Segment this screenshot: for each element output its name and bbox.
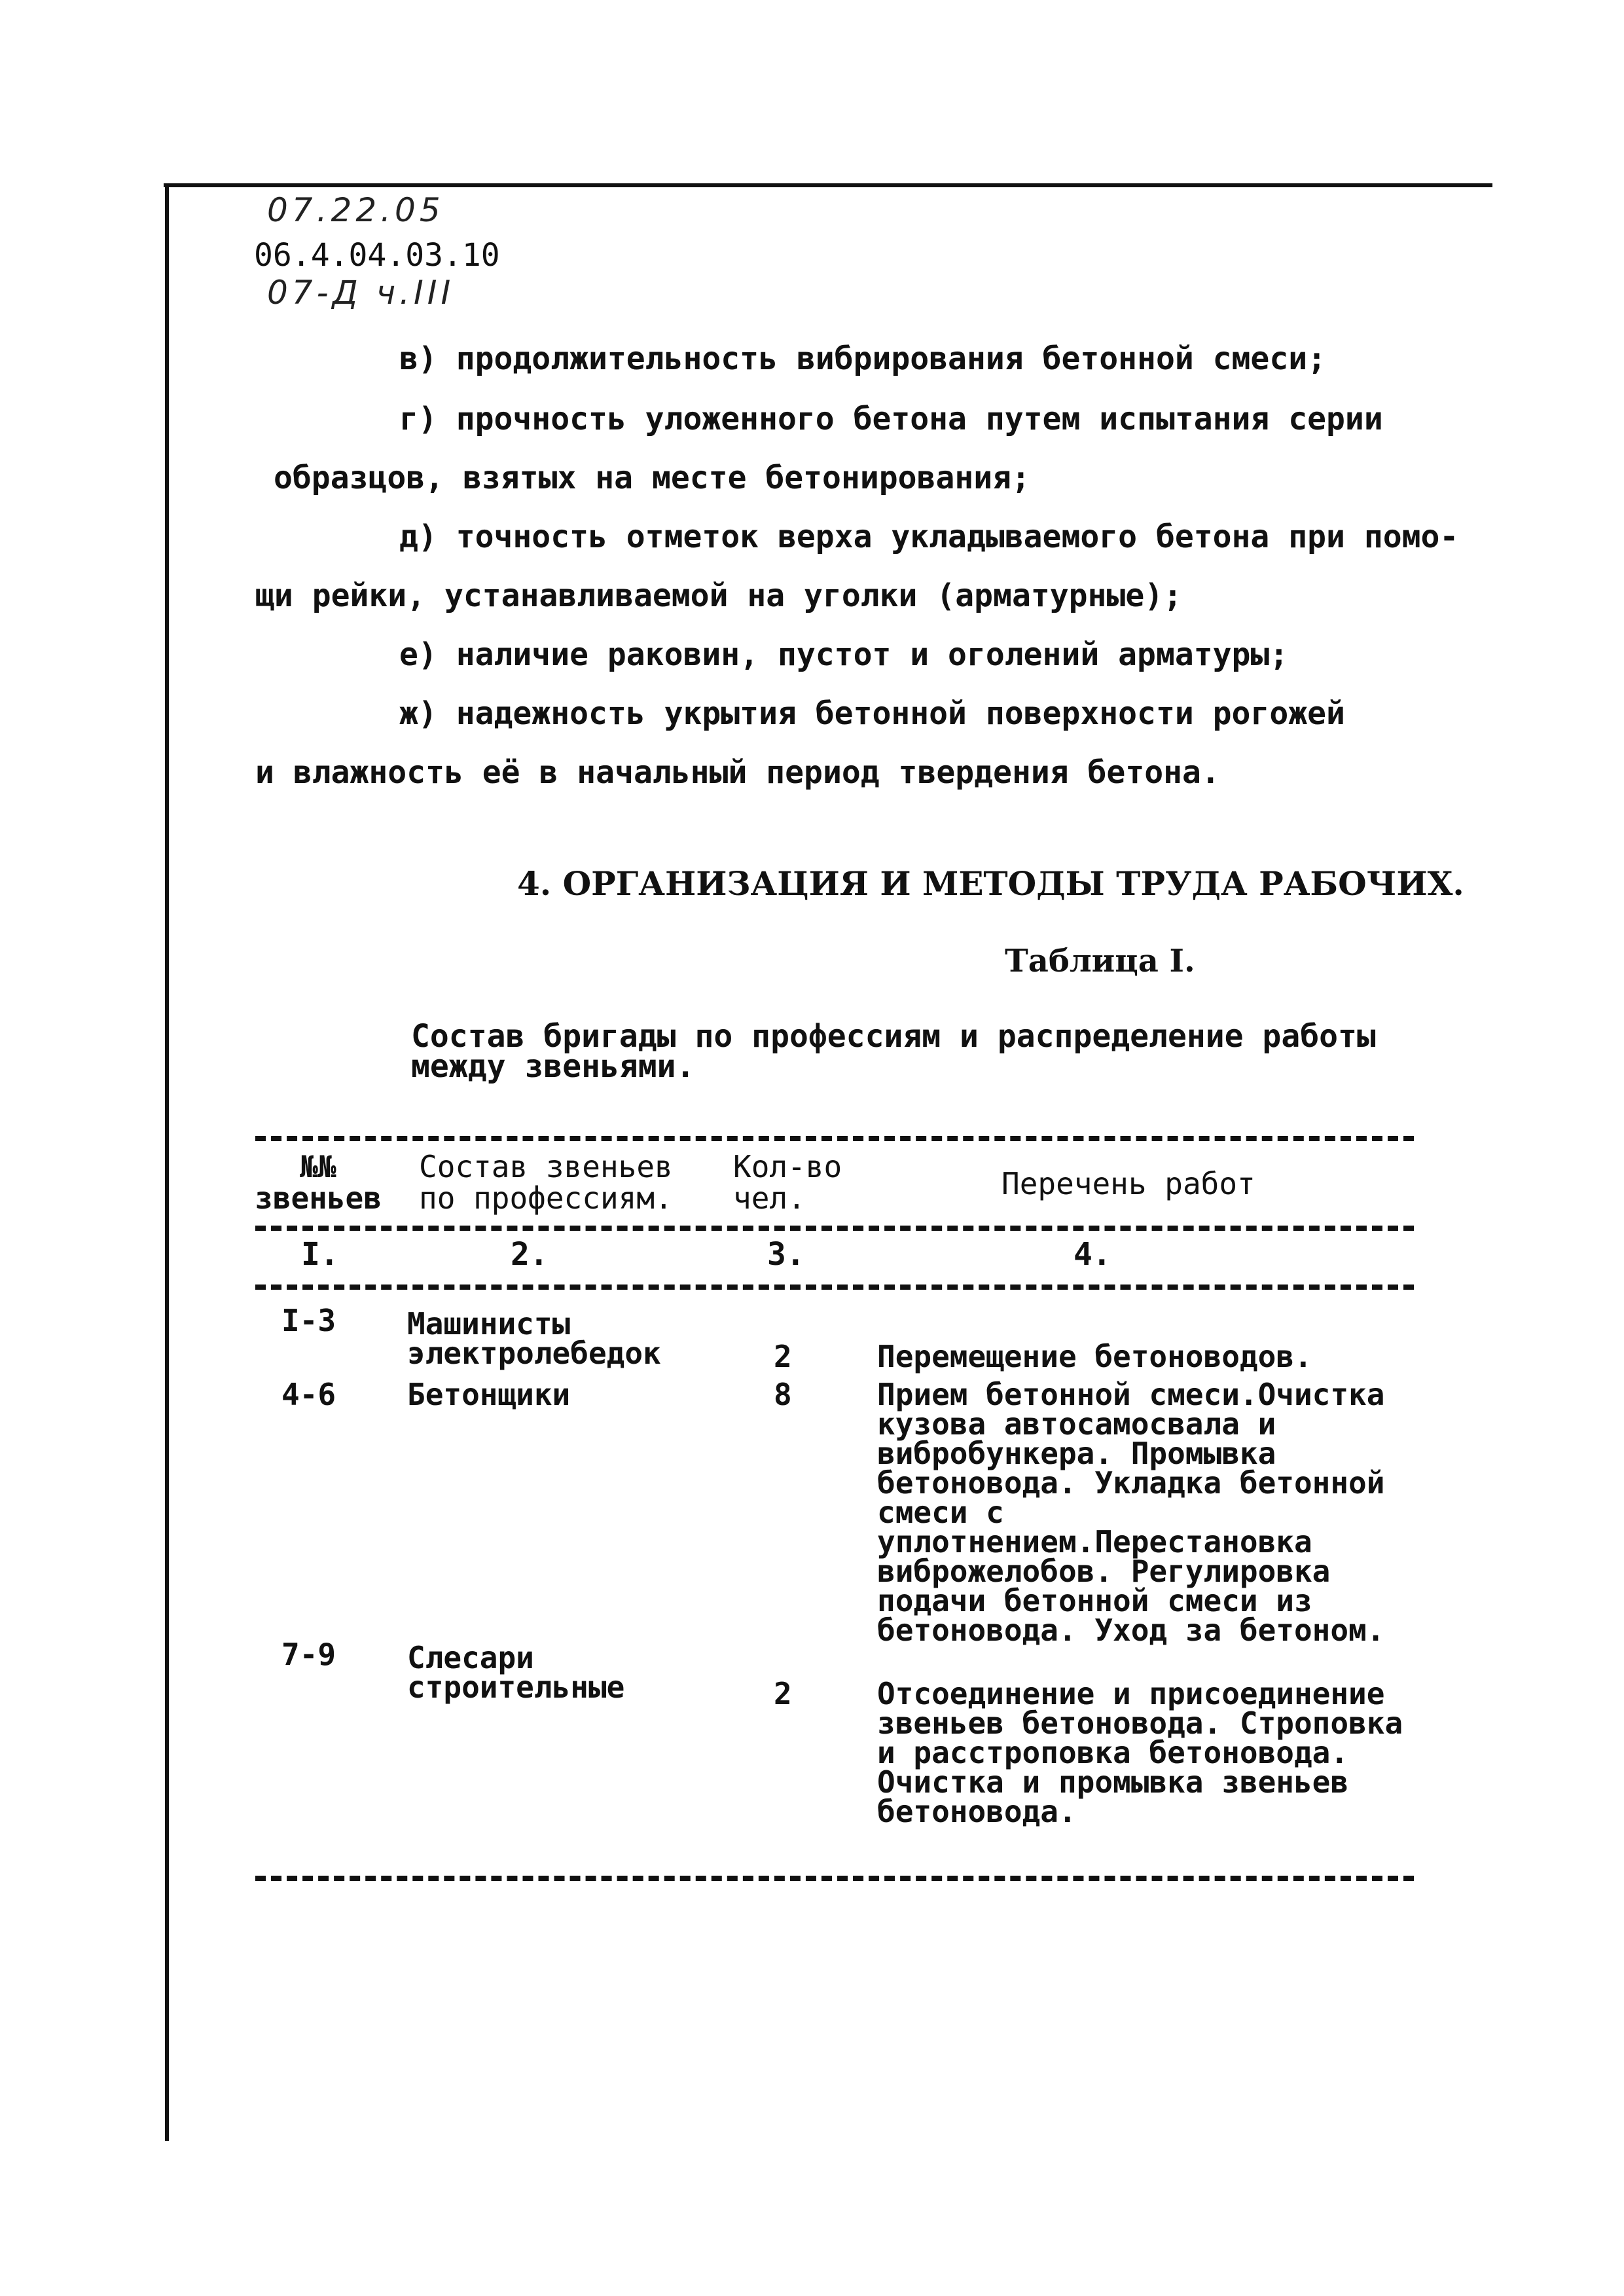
colnum-3: 3.: [767, 1236, 805, 1273]
frame-top-border: [164, 183, 1492, 187]
row-2-composition: Бетонщики: [407, 1377, 571, 1412]
body-line-3: образцов, взятых на месте бетонирования;: [274, 460, 1030, 496]
body-line-8: и влажность её в начальный период твердения бетона.: [255, 754, 1220, 791]
row-2-unit: 4-6: [281, 1377, 336, 1412]
header-unit: №№ звеньев: [255, 1149, 382, 1216]
body-line-1: в) продолжительность вибрирования бетонной смеси;: [399, 340, 1327, 377]
section-heading: 4. ОРГАНИЗАЦИЯ И МЕТОДЫ ТРУДА РАБОЧИХ.: [517, 864, 1464, 903]
row-2-works: Прием бетонной смеси.Очистка кузова автосамосвала и вибробункера. Промывка бетоновода. Укладка бетонной смеси с уплотнением.Перестановка виброжелобов. Регулировка подачи бетонной смеси из бетоновода. Уход за бетоном.: [877, 1377, 1385, 1648]
colnum-2: 2.: [511, 1236, 549, 1273]
table-rule-top: [255, 1136, 1414, 1141]
row-3-composition: Слесари строительные: [407, 1640, 625, 1705]
header-works: Перечень работ: [1001, 1166, 1255, 1201]
table-rule-bottom: [255, 1876, 1414, 1881]
table-rule-numbers: [255, 1285, 1414, 1290]
colnum-4: 4.: [1074, 1236, 1111, 1273]
row-3-unit: 7-9: [281, 1637, 336, 1672]
frame-left-border: [165, 183, 169, 2141]
body-line-5: щи рейки, устанавливаемой на уголки (арматурные);: [255, 577, 1183, 614]
row-1-unit: I-3: [281, 1303, 336, 1338]
table-caption: Состав бригады по профессиям и распределение работы между звеньями.: [411, 1018, 1376, 1085]
row-1-composition: Машинисты электролебедок: [407, 1306, 661, 1371]
body-line-2: г) прочность уложенного бетона путем испытания серии: [399, 401, 1383, 437]
table-rule-header: [255, 1226, 1414, 1231]
row-1-count: 2: [774, 1339, 792, 1374]
colnum-1: I.: [301, 1236, 339, 1273]
body-line-6: е) наличие раковин, пустот и оголений арматуры;: [399, 636, 1289, 673]
row-2-count: 8: [774, 1377, 792, 1412]
table-label: Таблица I.: [1005, 943, 1195, 979]
handwritten-part: 07-Д ч.III: [267, 274, 455, 312]
header-count: Кол-во чел.: [733, 1149, 842, 1216]
row-3-count: 2: [774, 1676, 792, 1711]
header-composition: Состав звеньев по профессиям.: [419, 1149, 673, 1216]
body-line-4: д) точность отметок верха укладываемого бетона при помо-: [399, 519, 1459, 555]
row-1-works: Перемещение бетоноводов.: [877, 1339, 1312, 1374]
document-code: 06.4.04.03.10: [254, 237, 500, 274]
body-line-7: ж) надежность укрытия бетонной поверхности рогожей: [399, 695, 1345, 732]
row-3-works: Отсоединение и присоединение звеньев бетоновода. Строповка и расстроповка бетоновода. Очистка и промывка звеньев бетоновода.: [877, 1676, 1403, 1829]
handwritten-date: 07.22.05: [267, 191, 444, 229]
